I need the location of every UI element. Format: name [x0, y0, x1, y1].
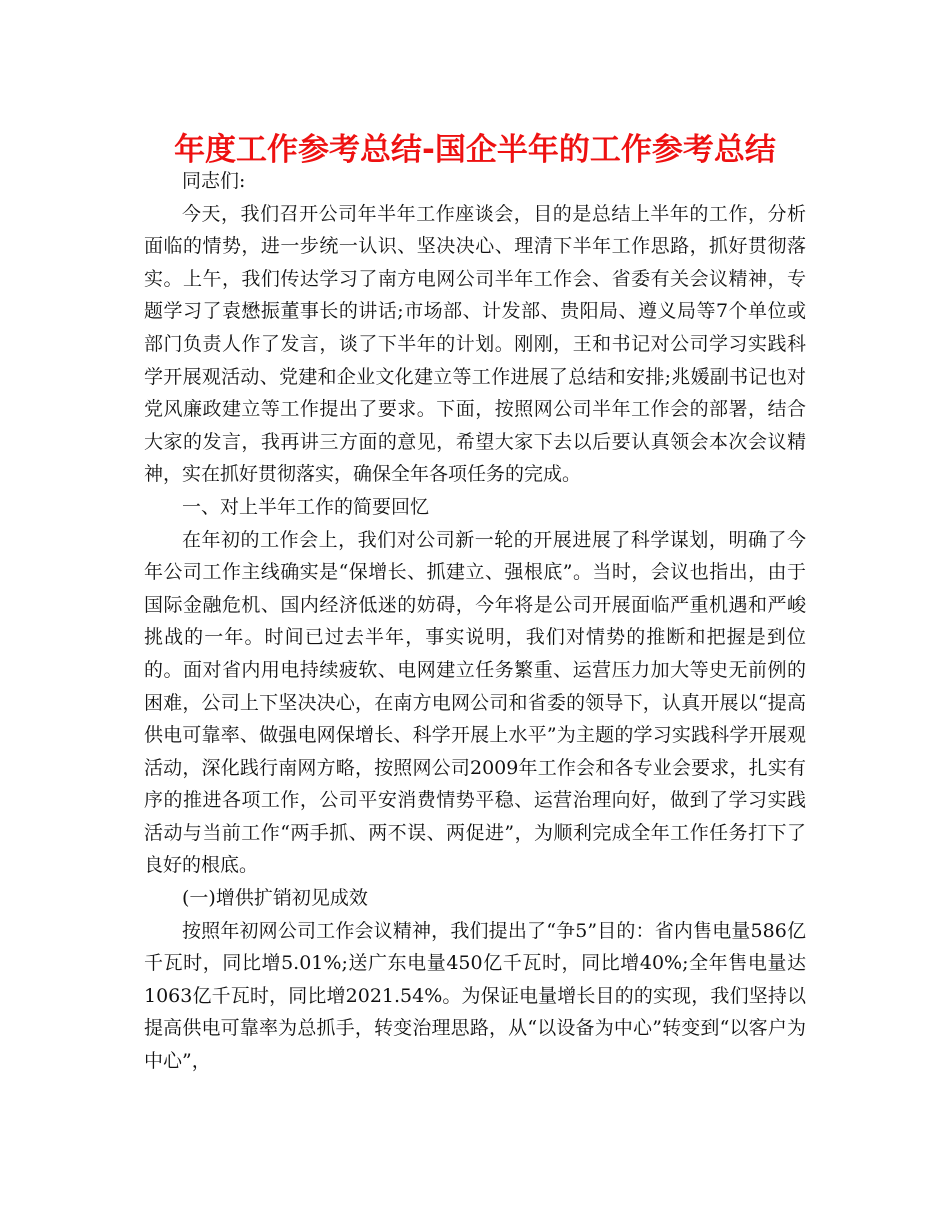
- document-title: 年度工作参考总结-国企半年的工作参考总结: [174, 132, 776, 168]
- paragraph-sales: 按照年初网公司工作会议精神，我们提出了“争5”目的：省内售电量586亿千瓦时，同比增5.01%;送广东电量450亿千瓦时，同比增40%;全年售电量达1063亿千瓦时，同比增2021.54%。为保证电量增长目的的实现，我们坚持以提高供电可靠率为总抓手，转变治理思路，从“以设备为中心”转变到“以客户为中心”，: [144, 919, 806, 1073]
- section-heading-review: 一、对上半年工作的简要回忆: [182, 495, 430, 518]
- paragraph-intro: 今天，我们召开公司年半年工作座谈会，目的是总结上半年的工作，分析面临的情势，进一步统一认识、坚决决心、理清下半年工作思路，抓好贯彻落实。上午，我们传达学习了南方电网公司半年工作会、省委有关会议精神，专题学习了袁懋振董事长的讲话;市场部、计发部、贵阳局、遵义局等7个单位或部门负责人作了发言，谈了下半年的计划。刚刚，王和书记对公司学习实践科学开展观活动、党建和企业文化建立等工作进展了总结和安排;兆媛副书记也对党风廉政建立等工作提出了要求。下面，按照网公司半年工作会的部署，结合大家的发言，我再讲三方面的意见，希望大家下去以后要认真领会本次会议精神，实在抓好贯彻落实，确保全年各项任务的完成。: [144, 202, 806, 486]
- document-body: [144, 165, 806, 1078]
- salutation: 同志们:: [182, 170, 246, 192]
- subsection-heading-sales: (一)增供扩销初见成效: [182, 887, 368, 910]
- paragraph-review: 在年初的工作会上，我们对公司新一轮的开展进展了科学谋划，明确了今年公司工作主线确实是“保增长、抓建立、强根底”。当时，会议也指出，由于国际金融危机、国内经济低迷的妨碍，今年将是公司开展面临严重机遇和严峻挑战的一年。时间已过去半年，事实说明，我们对情势的推断和把握是到位的。面对省内用电持续疲软、电网建立任务繁重、运营压力加大等史无前例的困难，公司上下坚决决心，在南方电网公司和省委的领导下，认真开展以“提高供电可靠率、做强电网保增长、科学开展上水平”为主题的学习实践科学开展观活动，深化践行南网方略，按照网公司2009年工作会和各专业会要求，扎实有序的推进各项工作，公司平安消费情势平稳、运营治理向好，做到了学习实践活动与当前工作“两手抓、两不误、两促进”，为顺利完成全年工作任务打下了良好的根底。: [144, 528, 806, 877]
